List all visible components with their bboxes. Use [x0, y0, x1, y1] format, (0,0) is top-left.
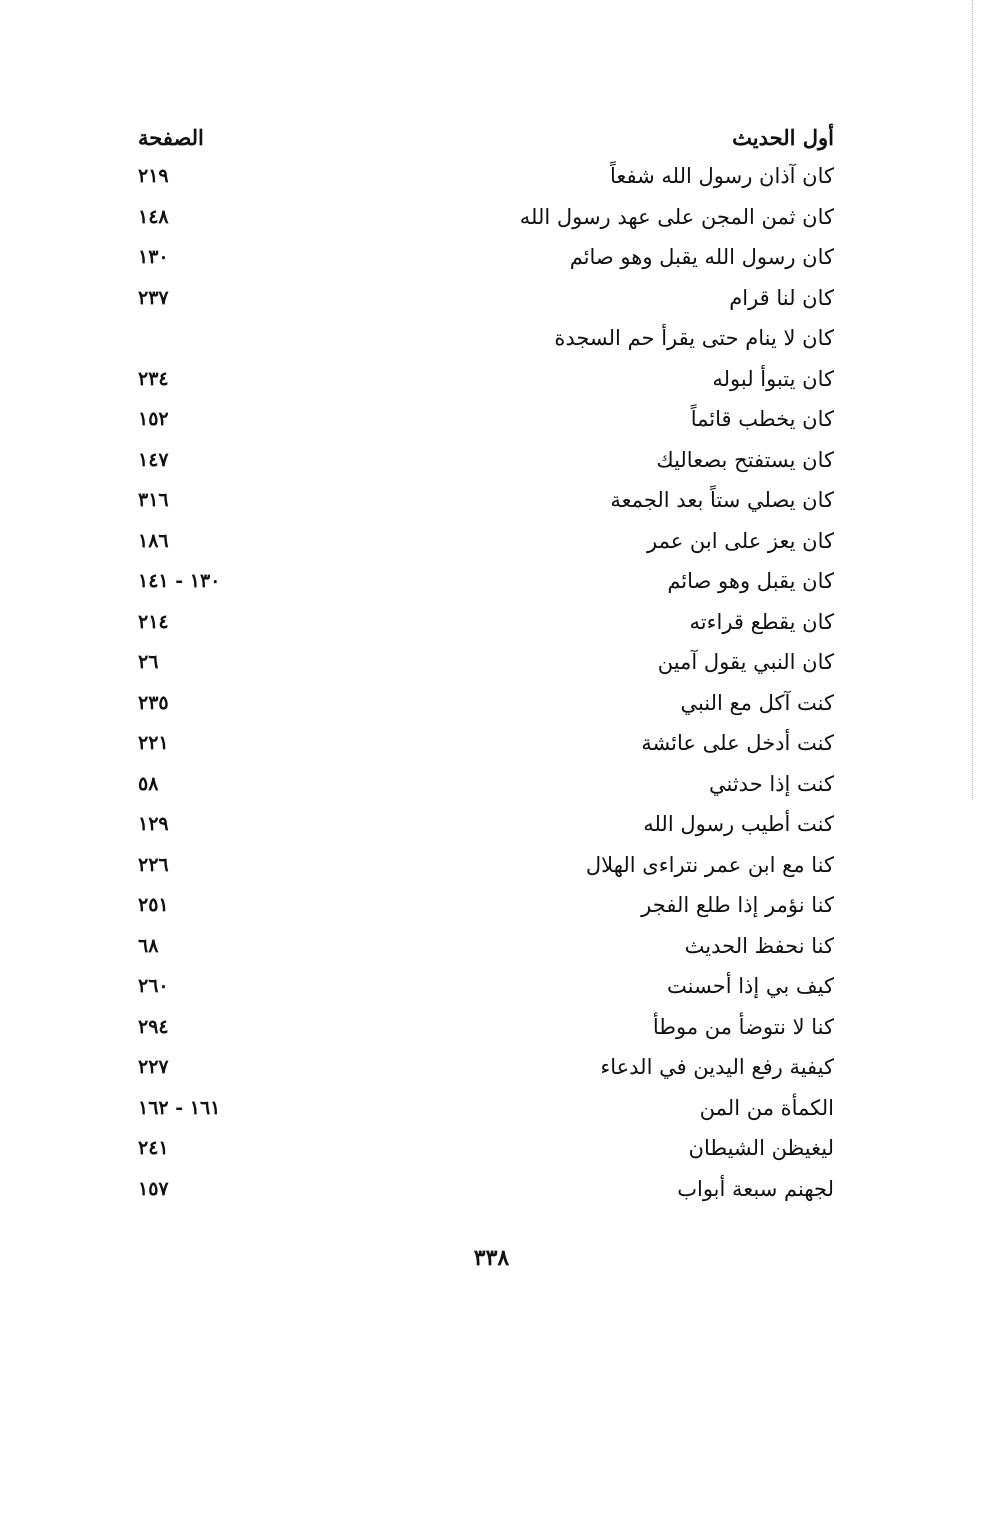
page-reference: ٢٩٤ [138, 1015, 169, 1038]
index-entry-row [138, 237, 834, 278]
hadith-opening-text: لجهنم سبعة أبواب [677, 1176, 834, 1201]
page-column-header: الصفحة [138, 124, 204, 150]
index-entries [138, 156, 834, 1209]
hadith-opening-text: كان لنا قرام [729, 285, 834, 310]
hadith-opening-text: كنت أدخل على عائشة [641, 731, 834, 756]
page-reference: ٢١٩ [138, 165, 169, 188]
index-entry-row [138, 156, 834, 197]
page-reference: ٥٨ [138, 772, 159, 795]
hadith-opening-text: كان يقطع قراءته [689, 609, 834, 634]
page-reference: ٢٢١ [138, 732, 169, 755]
page-reference: ١٥٢ [138, 408, 169, 431]
hadith-opening-text: كان رسول الله يقبل وهو صائم [569, 245, 834, 270]
page-reference: ١٦١ - ١٦٢ [138, 1096, 221, 1119]
page-reference: ٢٣٤ [138, 367, 169, 390]
index-entry-row [138, 278, 834, 319]
page-reference: ٢٣٥ [138, 691, 169, 714]
index-entry-row [138, 1047, 834, 1088]
index-entry-row [138, 966, 834, 1007]
index-entry-row [138, 1128, 834, 1169]
hadith-opening-text: كنا مع ابن عمر نتراءى الهلال [585, 852, 834, 877]
page-reference: ١٣٠ - ١٤١ [138, 570, 221, 593]
hadith-opening-text: كيف بي إذا أحسنت [667, 974, 834, 999]
first-words-column-header: أول الحديث [732, 124, 834, 150]
hadith-opening-text: كان آذان رسول الله شفعاً [610, 164, 834, 189]
hadith-opening-text: كنت أطيب رسول الله [643, 812, 834, 837]
index-entry-row [138, 440, 834, 481]
hadith-opening-text: كان يستفتح بصعاليك [656, 447, 834, 472]
index-entry-row [138, 1169, 834, 1210]
page-reference: ٢٢٦ [138, 853, 169, 876]
page-reference: ٢١٤ [138, 610, 169, 633]
index-entry-row [138, 804, 834, 845]
hadith-opening-text: كان يعز على ابن عمر [647, 528, 834, 553]
index-entry-row [138, 480, 834, 521]
hadith-opening-text: كان يخطب قائماً [690, 407, 834, 432]
index-entry-row [138, 521, 834, 562]
hadith-opening-text: كان يقبل وهو صائم [667, 569, 834, 594]
hadith-opening-text: كنا نؤمر إذا طلع الفجر [641, 893, 834, 918]
hadith-opening-text: ليغيظن الشيطان [688, 1136, 834, 1161]
index-entry-row [138, 602, 834, 643]
hadith-opening-text: كان ثمن المجن على عهد رسول الله [519, 204, 834, 229]
index-entry-row [138, 318, 834, 359]
page-reference: ٢٦٠ [138, 975, 169, 998]
index-entry-row [138, 1088, 834, 1129]
hadith-opening-text: كيفية رفع اليدين في الدعاء [600, 1055, 834, 1080]
page-reference: ٢٦ [138, 651, 159, 674]
page-reference: ١٨٦ [138, 529, 169, 552]
index-entry-row [138, 197, 834, 238]
page-reference: ٢٤١ [138, 1137, 169, 1160]
index-entry-row [138, 845, 834, 886]
index-entry-row [138, 764, 834, 805]
hadith-opening-text: كان يتبوأ لبوله [712, 366, 834, 391]
hadith-opening-text: الكمأة من المن [699, 1095, 834, 1120]
index-entry-row [138, 723, 834, 764]
index-entry-row [138, 926, 834, 967]
hadith-opening-text: كان النبي يقول آمين [657, 650, 834, 675]
scan-edge-line [972, 0, 975, 800]
page-reference: ٣١٦ [138, 489, 169, 512]
page-reference: ٢٢٧ [138, 1056, 169, 1079]
page-number: ٣٣٨ [473, 1245, 510, 1271]
hadith-opening-text: كان يصلي ستاً بعد الجمعة [610, 488, 834, 513]
page-reference: ١٥٧ [138, 1177, 169, 1200]
hadith-opening-text: كنا نحفظ الحديث [684, 933, 834, 958]
hadith-opening-text: كنا لا نتوضأ من موطأ [652, 1014, 834, 1039]
hadith-opening-text: كنت إذا حدثني [708, 771, 834, 796]
page-reference: ١٢٩ [138, 813, 169, 836]
index-header-row [138, 118, 834, 156]
page-reference: ١٣٠ [138, 246, 169, 269]
hadith-opening-text: كان لا ينام حتى يقرأ حم السجدة [554, 326, 834, 351]
hadith-index-table [138, 118, 834, 1209]
page-reference: ١٤٨ [138, 205, 169, 228]
hadith-opening-text: كنت آكل مع النبي [680, 690, 834, 715]
index-entry-row [138, 683, 834, 724]
index-entry-row [138, 1007, 834, 1048]
index-entry-row [138, 561, 834, 602]
index-entry-row [138, 642, 834, 683]
page-reference: ١٤٧ [138, 448, 169, 471]
index-entry-row [138, 359, 834, 400]
index-entry-row [138, 885, 834, 926]
page-reference: ٢٣٧ [138, 286, 169, 309]
index-entry-row [138, 399, 834, 440]
page-reference: ٦٨ [138, 934, 159, 957]
page-reference: ٢٥١ [138, 894, 169, 917]
